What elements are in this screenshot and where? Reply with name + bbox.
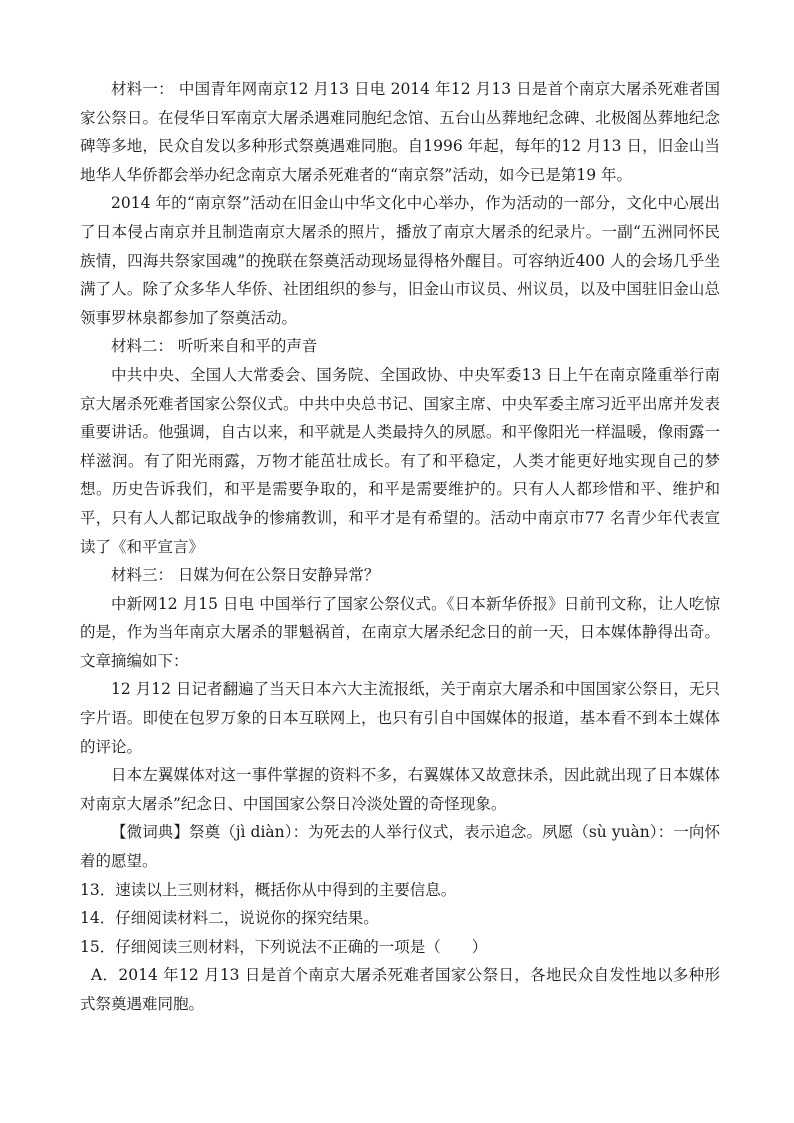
question-14: 14．仔细阅读材料二，说说你的探究结果。 [80,909,379,928]
question-13: 13．速读以上三则材料，概括你从中得到的主要信息。 [80,880,457,899]
question-15: 15．仔细阅读三则材料，下列说法不正确的一项是（ ） [80,937,488,956]
glossary-paragraph: 【微词典】祭奠（jì diàn）：为死去的人举行仪式，表示追念。夙愿（sù yuàn）：一向怀着的愿望。 [80,823,720,871]
document-body [80,75,720,1019]
ceremony-paragraph: 中共中央、全国人大常委会、国务院、全国政协、中央军委13 日上午在南京隆重举行南京大屠杀死难者国家公祭仪式。中共中央总书记、国家主席、中央军委主席习近平出席并发表重要讲话。他强调，自古以来，和平就是人类最持久的夙愿。和平像阳光一样温暖，像雨露一样滋润。有了阳光雨露，万物才能茁壮成长。有了和平稳定，人类才能更好地实现自己的梦想。历史告诉我们，和平是需要争取的，和平是需要维护的。只有人人都珍惜和平、维护和平，只有人人都记取战争的惨痛教训，和平才是有希望的。活动中南京市77 名青少年代表宣读了《和平宣言》 [80,365,720,556]
material-three-heading: 材料三： 日媒为何在公祭日安静异常？ [111,566,380,585]
chinanews-paragraph: 中新网12 月15 日电 中国举行了国家公祭仪式。《日本新华侨报》日前刊文称，让人吃惊的是，作为当年南京大屠杀的罪魁祸首，在南京大屠杀纪念日的前一天，日本媒体静得出奇。文章摘编如下： [80,594,720,670]
material-one-paragraph: 材料一： 中国青年网南京12 月13 日电 2014 年12 月13 日是首个南京大屠杀死难者国家公祭日。在侵华日军南京大屠杀遇难同胞纪念馆、五台山丛葬地纪念碑、北极阁丛葬地纪念碑等多地，民众自发以多种形式祭奠遇难同胞。自1996 年起，每年的12 月13 日，旧金山当地华人华侨都会举办纪念南京大屠杀死难者的“南京祭”活动，如今已是第19 年。 [80,80,720,184]
option-a: A．2014 年12 月13 日是首个南京大屠杀死难者国家公祭日，各地民众自发性地以多种形式祭奠遇难同胞。 [80,966,720,1013]
media-paragraph: 日本左翼媒体对这一事件掌握的资料不多，右翼媒体又故意抹杀，因此就出现了日本媒体对南京大屠杀”纪念日、中国国家公祭日冷淡处置的奇怪现象。 [80,766,720,813]
nanjing-ji-paragraph: 2014 年的“南京祭”活动在旧金山中华文化中心举办，作为活动的一部分，文化中心展出了日本侵占南京并且制造南京大屠杀的照片，播放了南京大屠杀的纪录片。一副“五洲同怀民族情，四海共祭家国魂”的挽联在祭奠活动现场显得格外醒目。可容纳近400 人的会场几乎坐满了人。除了众多华人华侨、社团组织的参与，旧金山市议员、州议员，以及中国驻旧金山总领事罗林泉都参加了祭奠活动。 [80,194,720,327]
material-two-heading: 材料二： 听听来自和平的声音 [111,337,318,356]
newspaper-paragraph: 12 月12 日记者翻遍了当天日本六大主流报纸，关于南京大屠杀和中国国家公祭日，无只字片语。即使在包罗万象的日本互联网上，也只有引自中国媒体的报道，基本看不到本土媒体的评论。 [80,680,720,756]
